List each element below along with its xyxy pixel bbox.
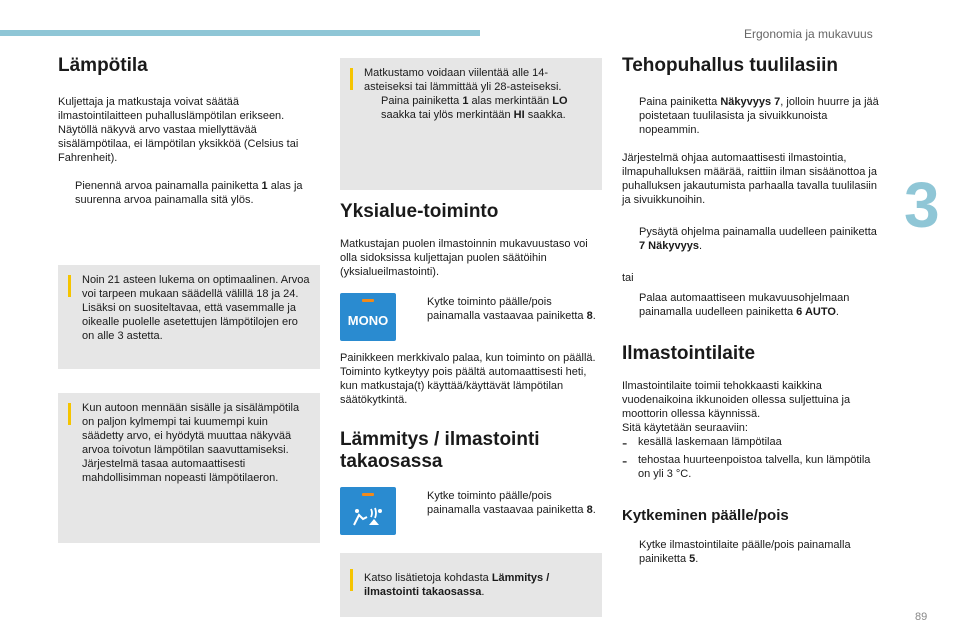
- column-3: [622, 55, 884, 566]
- bullet-arrow-icon: [364, 94, 381, 122]
- bullet-arrow-icon: [622, 225, 639, 253]
- note-optimal-temp: [58, 265, 320, 369]
- section-title: Ergonomia ja mukavuus: [744, 27, 873, 41]
- heading-ilmastointilaite: Ilmastointilaite: [622, 342, 756, 364]
- rear-bullet: Kytke toiminto päälle/pois painamalla vastaavaa painiketta 8.: [410, 489, 602, 517]
- note-entering-text: Kun autoon mennään sisälle ja sisälämpötila on paljon kylmempi tai kuumempi kuin säädetty arvo, ei hyödytä muuttaa näkyvää arvoa toivotun lämpötilan saavuttamiseksi. Järjestelmä tasaa automaattisesti mahdollisimman nopeasti lämpötilaeron.: [82, 401, 300, 484]
- list-item: - kesällä laskemaan lämpötilaa: [622, 434, 782, 452]
- ac-text: Ilmastointilaite toimii tehokkaasti kaikkina vuodenaikoina ikkunoiden ollessa suljettuina ja moottorin ollessa käynnissä. Sitä käytetään seuraaviin:: [622, 379, 851, 434]
- stop-bullet: Pysäytä ohjelma painamalla uudelleen painiketta 7 Näkyvyys.: [622, 225, 884, 253]
- note-entering-car: [58, 393, 320, 543]
- top-accent-bar: [0, 30, 480, 36]
- note-lo-hi-text: Matkustamo voidaan viilentää alle 14-asteiseksi tai lämmittää yli 28-asteiseksi.: [364, 67, 562, 93]
- indicator-led: [362, 299, 374, 302]
- or-text: tai: [622, 271, 634, 284]
- bullet-arrow-icon: [58, 179, 75, 207]
- note-optimal-text: Noin 21 asteen lukema on optimaalinen. Arvoa voi tarpeen mukaan säädellä välillä 18 ja 24. Lisäksi on suositeltavaa, että vasemmalle ja oikealle puolelle asetettujen lämpötilojen ero on alle 3 astetta.: [82, 273, 310, 342]
- note-lo-hi-bullet: Paina painiketta 1 alas merkintään LO saakka tai ylös merkintään HI saakka.: [364, 94, 592, 122]
- heading-lampotila: Lämpötila: [58, 55, 148, 76]
- heading-yksialue: Yksialue-toiminto: [340, 201, 499, 222]
- info-marker-icon: [350, 569, 353, 591]
- list-item: - tehostaa huurteenpoistoa talvella, kun lämpötila on yli 3 °C.: [622, 452, 871, 480]
- bullet-arrow-icon: [622, 291, 639, 319]
- chapter-number: 3: [904, 169, 940, 241]
- heading-tehopuhallus: Tehopuhallus tuulilasiin: [622, 55, 839, 76]
- mono-after-text: Painikkeen merkkivalo palaa, kun toiminto on päällä. Toiminto kytkeytyy pois päältä automaattisesti heti, kun matkustaja(t) käyttää/käyttävät lämpötilan säätökytkintä.: [340, 351, 596, 406]
- mono-icon-label: MONO: [347, 313, 389, 329]
- heading-kytkeminen: Kytkeminen päälle/pois: [622, 506, 789, 524]
- rear-climate-button-icon: [340, 487, 396, 535]
- lampotila-bullet: Pienennä arvoa painamalla painiketta 1 alas ja suurenna arvoa painamalla sitä ylös.: [58, 179, 320, 207]
- page-number: 89: [915, 611, 928, 623]
- note-rear-info: Katso lisätietoja kohdasta Lämmitys / ilmastointi takaosassa.: [340, 553, 602, 617]
- dash-icon: -: [622, 434, 628, 452]
- defrost-text: Järjestelmä ohjaa automaattisesti ilmastointia, ilmapuhalluksen määrää, raittiin ilman sisäänottoa ja puhalluksen jakautumista parhaalla tavalla tuulilasiin ja sivuikkunoihin.: [622, 151, 877, 206]
- defrost-bullet: Paina painiketta Näkyvyys 7, jolloin huurre ja jää poistetaan tuulilasista ja sivuikkunoista nopeammin.: [622, 95, 884, 137]
- mono-bullet: Kytke toiminto päälle/pois painamalla vastaavaa painiketta 8.: [410, 295, 602, 323]
- column-1: [58, 55, 320, 543]
- bullet-arrow-icon: [410, 295, 427, 323]
- dash-icon: -: [622, 452, 628, 470]
- rear-row: [340, 487, 602, 535]
- mono-intro: Matkustajan puolen ilmastoinnin mukavuustaso voi olla sidoksissa kuljettajan puolen säätöihin (yksialueilmastointi).: [340, 237, 588, 278]
- info-marker-icon: [350, 68, 353, 90]
- onoff-bullet: Kytke ilmastointilaite päälle/pois painamalla painiketta 5.: [622, 538, 884, 566]
- note-lo-hi: [340, 58, 602, 190]
- column-2: [340, 58, 602, 617]
- mono-button-icon: [340, 293, 396, 341]
- auto-bullet: Palaa automaattiseen mukavuusohjelmaan painamalla uudelleen painiketta 6 AUTO.: [622, 291, 884, 319]
- info-marker-icon: [68, 403, 71, 425]
- indicator-led: [362, 493, 374, 496]
- bullet-arrow-icon: [622, 538, 639, 566]
- mono-row: [340, 293, 602, 341]
- rear-seat-fan-icon: [351, 505, 385, 527]
- bullet-arrow-icon: [622, 95, 639, 137]
- lampotila-intro: Kuljettaja ja matkustaja voivat säätää ilmastointilaitteen puhalluslämpötilan erikseen. Näytöllä näkyvä arvo vastaa miellyttävää sisälämpötilaa, ei lämpötilan yksikköä (Celsius tai Fahrenheit).: [58, 95, 299, 164]
- heading-rear: Lämmitys / ilmastointi takaosassa: [340, 428, 540, 472]
- bullet-arrow-icon: [410, 489, 427, 517]
- info-marker-icon: [68, 275, 71, 297]
